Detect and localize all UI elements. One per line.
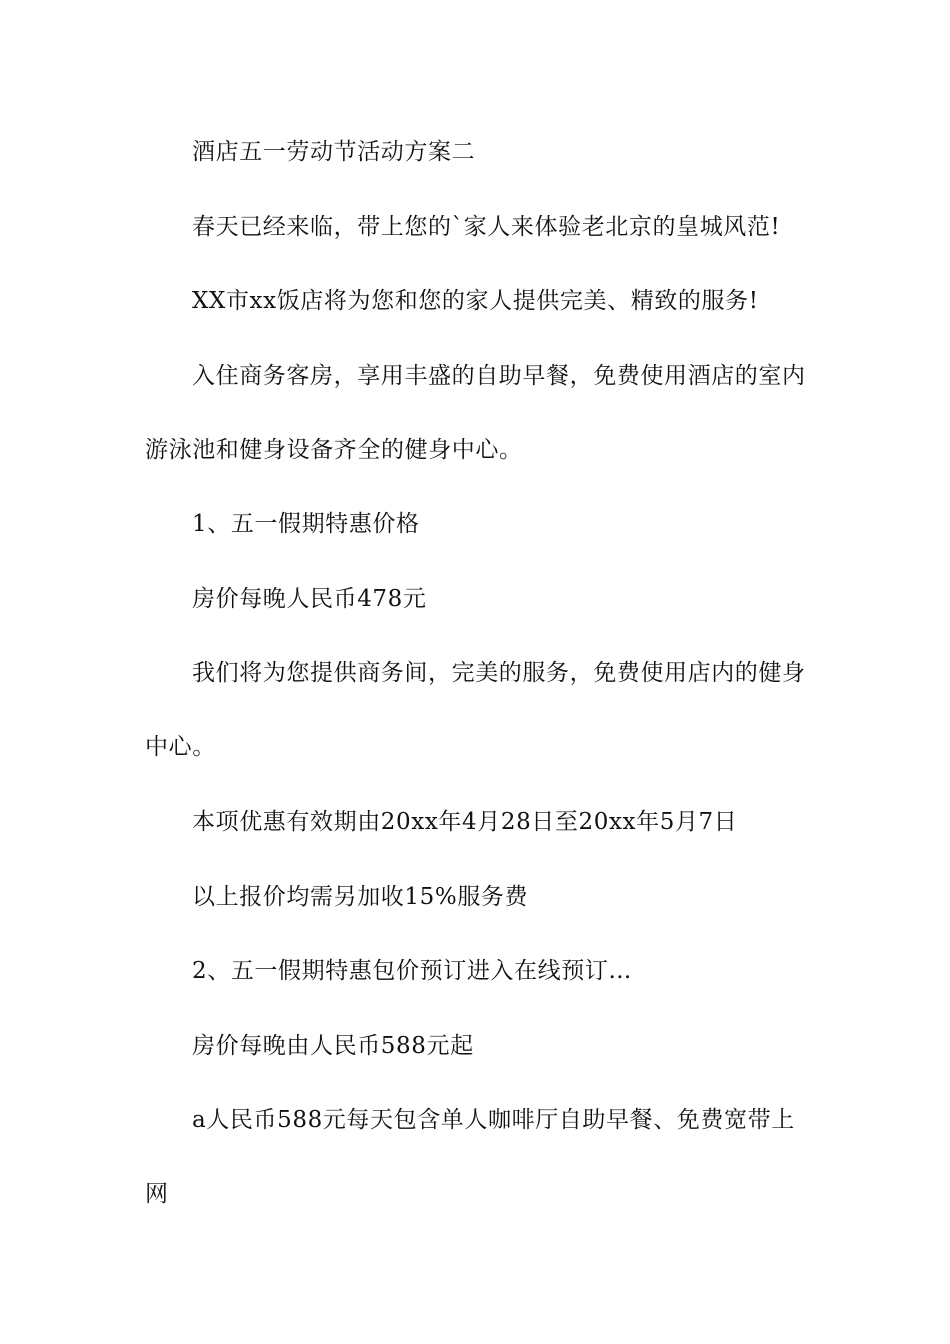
section-heading-2: 2、五一假期特惠包价预订进入在线预订…: [192, 958, 633, 984]
paragraph-room-price: 房价每晚人民币478元: [192, 586, 427, 612]
paragraph-package-price: 房价每晚由人民币588元起: [192, 1033, 474, 1059]
paragraph-intro: 春天已经来临，带上您的`家人来体验老北京的皇城风范!: [192, 214, 781, 240]
paragraph-amenities: 入住商务客房，享用丰盛的自助早餐，免费使用酒店的室内游泳池和健身设备齐全的健身中心。: [145, 363, 806, 463]
paragraph-validity: 本项优惠有效期由20xx年4月28日至20xx年5月7日: [192, 809, 738, 835]
paragraph-service-fee: 以上报价均需另加收15%服务费: [192, 884, 529, 910]
paragraph-service: XX市xx饭店将为您和您的家人提供完美、精致的服务!: [192, 288, 759, 314]
section-heading-1: 1、五一假期特惠价格: [192, 511, 420, 537]
document-title: 酒店五一劳动节活动方案二: [192, 139, 476, 165]
paragraph-business-room: 我们将为您提供商务间，完美的服务，免费使用店内的健身中心。: [145, 660, 806, 760]
paragraph-package-detail: a人民币588元每天包含单人咖啡厅自助早餐、免费宽带上网: [145, 1107, 795, 1207]
